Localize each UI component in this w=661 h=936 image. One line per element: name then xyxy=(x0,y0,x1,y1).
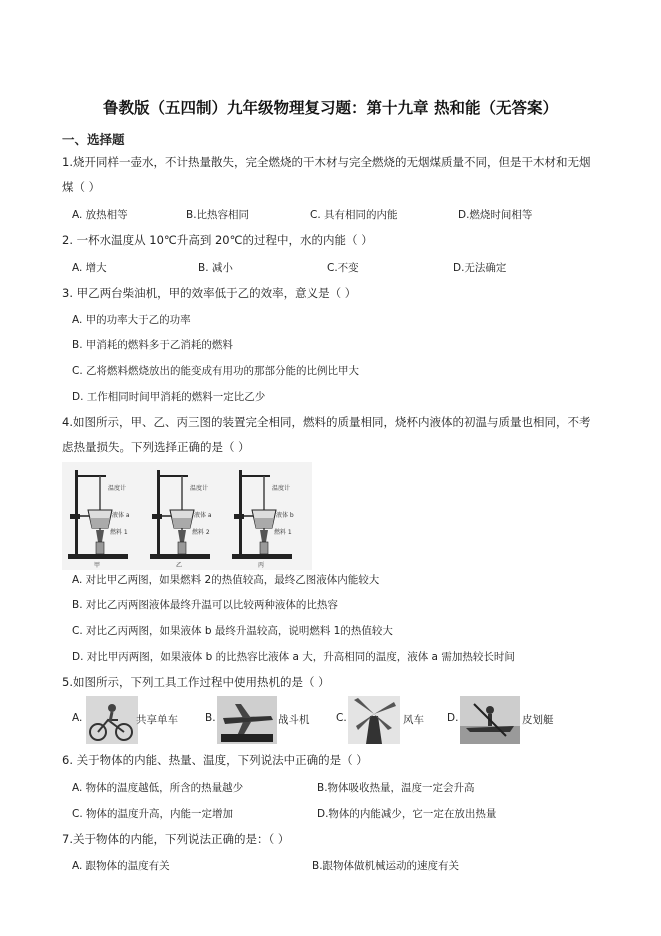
option-d-letter: D. xyxy=(447,712,459,724)
question-2: 2. 一杯水温度从 10℃升高到 20℃的过程中，水的内能（ ） xyxy=(62,233,373,247)
bicycle-image[interactable] xyxy=(86,696,138,744)
option-d[interactable]: D.物体的内能减少，它一定在放出热量 xyxy=(317,808,497,820)
option-d-label: 皮划艇 xyxy=(522,714,554,726)
thermometer-label: 温度计 xyxy=(190,485,209,492)
option-c[interactable]: C.不变 xyxy=(327,262,359,274)
option-b[interactable]: B.比热容相同 xyxy=(186,209,250,221)
question-4-line-2: 虑热量损失。下列选择正确的是（ ） xyxy=(62,440,250,454)
option-a[interactable]: A. 对比甲乙两图，如果燃料 2的热值较高，最终乙图液体内能较大 xyxy=(72,574,380,586)
section-heading: 一、选择题 xyxy=(62,132,125,147)
fuel-label: 燃料 1 xyxy=(274,529,292,536)
option-a[interactable]: A. 增大 xyxy=(72,262,107,274)
option-a-label: 共享单车 xyxy=(136,714,178,726)
question-3: 3. 甲乙两台柴油机，甲的效率低于乙的效率，意义是（ ） xyxy=(62,286,357,300)
option-a[interactable]: A. 物体的温度越低，所含的热量越少 xyxy=(72,782,244,794)
option-b[interactable]: B. 减小 xyxy=(198,262,233,274)
option-d[interactable]: D.无法确定 xyxy=(453,262,507,274)
liquid-label: 液体 a xyxy=(112,512,130,519)
option-b-letter: B. xyxy=(205,712,216,724)
option-b[interactable]: B.跟物体做机械运动的速度有关 xyxy=(312,860,460,872)
option-a[interactable]: A. 放热相等 xyxy=(72,209,128,221)
liquid-label: 液体 a xyxy=(194,512,212,519)
canoe-image[interactable] xyxy=(460,696,520,744)
option-c[interactable]: C. 乙将燃料燃烧放出的能变成有用功的那部分能的比例比甲大 xyxy=(72,365,360,377)
question-6: 6. 关于物体的内能、热量、温度，下列说法中正确的是（ ） xyxy=(62,753,368,767)
fighter-jet-image[interactable] xyxy=(217,696,277,744)
fuel-label: 燃料 2 xyxy=(192,529,210,536)
liquid-label: 液体 b xyxy=(276,512,294,519)
option-b[interactable]: B.物体吸收热量，温度一定会升高 xyxy=(317,782,475,794)
question-1 xyxy=(62,150,607,200)
question-7: 7.关于物体的内能，下列说法正确的是：（ ） xyxy=(62,832,290,846)
caption-jia: 甲 xyxy=(94,562,101,569)
option-c-label: 风车 xyxy=(403,714,424,726)
thermometer-label: 温度计 xyxy=(108,485,127,492)
thermometer-label: 温度计 xyxy=(272,485,291,492)
caption-yi: 乙 xyxy=(176,562,183,569)
windmill-image[interactable] xyxy=(348,696,400,744)
question-4-line-1: 4.如图所示，甲、乙、丙三图的装置完全相同，燃料的质量相同，烧杯内液体的初温与质量也相同，不考 xyxy=(62,415,591,429)
option-b-label: 战斗机 xyxy=(278,714,310,726)
option-b[interactable]: B. 甲消耗的燃料多于乙消耗的燃料 xyxy=(72,339,233,351)
option-d[interactable]: D. 对比甲丙两图，如果液体 b 的比热容比液体 a 大，升高相同的温度，液体 a 需加热较长时间 xyxy=(72,651,515,663)
page-title: 鲁教版（五四制）九年级物理复习题：第十九章 热和能（无答案） xyxy=(103,99,558,117)
caption-bing: 丙 xyxy=(258,562,265,569)
question-5: 5.如图所示，下列工具工作过程中使用热机的是（ ） xyxy=(62,675,330,689)
option-b[interactable]: B. 对比乙丙两图液体最终升温可以比较两种液体的比热容 xyxy=(72,599,338,611)
question-1-line-1: 1.烧开同样一壶水，不计热量散失，完全燃烧的干木材与完全燃烧的无烟煤质量不同，但是干木材和无烟 xyxy=(62,155,591,169)
option-c[interactable]: C. 具有相同的内能 xyxy=(310,209,398,221)
option-a[interactable]: A. 跟物体的温度有关 xyxy=(72,860,170,872)
option-d[interactable]: D.燃烧时间相等 xyxy=(458,209,533,221)
apparatus-figure xyxy=(62,462,312,570)
question-4 xyxy=(62,410,607,460)
option-a-letter: A. xyxy=(72,712,83,724)
option-c-letter: C. xyxy=(336,712,347,724)
option-c[interactable]: C. 对比乙丙两图，如果液体 b 最终升温较高，说明燃料 1的热值较大 xyxy=(72,625,393,637)
option-d[interactable]: D. 工作相同时间甲消耗的燃料一定比乙少 xyxy=(72,391,266,403)
fuel-label: 燃料 1 xyxy=(110,529,128,536)
option-c[interactable]: C. 物体的温度升高，内能一定增加 xyxy=(72,808,234,820)
question-1-line-2: 煤（ ） xyxy=(62,180,101,194)
option-a[interactable]: A. 甲的功率大于乙的功率 xyxy=(72,314,191,326)
